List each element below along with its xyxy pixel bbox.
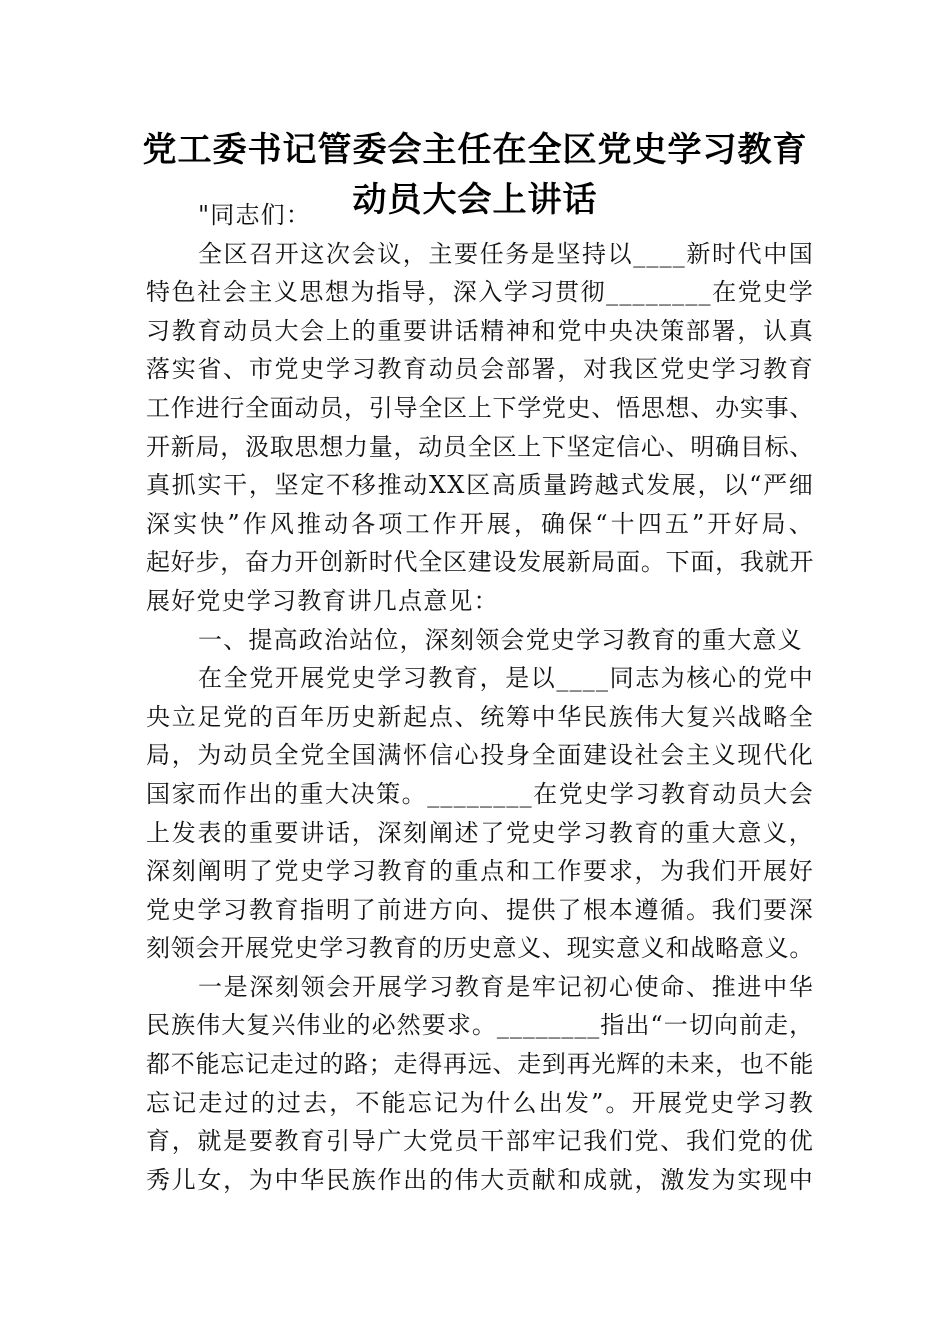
paragraph-line: 开新局，汲取思想力量，动员全区上下坚定信心、明确目标、 [146, 432, 814, 461]
paragraph-line: 特色社会主义思想为指导，深入学习贯彻________在党史学 [146, 278, 814, 307]
paragraph-line: 党史学习教育指明了前进方向、提供了根本遵循。我们要深 [146, 895, 814, 924]
salutation: "同志们： [198, 201, 312, 229]
section-heading: 一、提高政治站位，深刻领会党史学习教育的重大意义 [198, 625, 803, 654]
paragraph-line: 深实快”作风推动各项工作开展，确保“十四五”开好局、 [146, 509, 814, 538]
document-body [146, 196, 814, 1199]
paragraph-line: 习教育动员大会上的重要讲话精神和党中央决策部署，认真 [146, 316, 814, 345]
paragraph-line: 全区召开这次会议，主要任务是坚持以____新时代中国 [198, 239, 814, 268]
paragraph-line: 国家而作出的重大决策。________在党史学习教育动员大会 [146, 779, 814, 808]
paragraph-line: 起好步，奋力开创新时代全区建设发展新局面。下面，我就开 [146, 548, 814, 577]
paragraph-line: 真抓实干，坚定不移推动XX区高质量跨越式发展，以“严细 [146, 471, 814, 500]
paragraph-line: 工作进行全面动员，引导全区上下学党史、悟思想、办实事、 [146, 393, 814, 422]
paragraph-line: 上发表的重要讲话，深刻阐述了党史学习教育的重大意义， [146, 818, 814, 847]
paragraph-line: 刻领会开展党史学习教育的历史意义、现实意义和战略意义。 [146, 934, 814, 963]
paragraph-line: 一是深刻领会开展学习教育是牢记初心使命、推进中华 [198, 972, 814, 1001]
paragraph-line: 深刻阐明了党史学习教育的重点和工作要求，为我们开展好 [146, 857, 814, 886]
paragraph-line: 秀儿女，为中华民族作出的伟大贡献和成就，激发为实现中 [146, 1165, 814, 1194]
paragraph-line: 育，就是要教育引导广大党员干部牢记我们党、我们党的优 [146, 1127, 814, 1156]
paragraph-line: 在全党开展党史学习教育，是以____同志为核心的党中 [198, 664, 814, 693]
paragraph-line: 央立足党的百年历史新起点、统筹中华民族伟大复兴战略全 [146, 702, 814, 731]
paragraph-line: 落实省、市党史学习教育动员会部署，对我区党史学习教育 [146, 355, 814, 384]
paragraph-line: 都不能忘记走过的路；走得再远、走到再光辉的未来，也不能 [146, 1050, 814, 1079]
document-title-line-2: 动员大会上讲话 [352, 180, 598, 220]
paragraph-line: 忘记走过的过去，不能忘记为什么出发”。开展党史学习教 [146, 1088, 814, 1117]
paragraph-line: 局，为动员全党全国满怀信心投身全面建设社会主义现代化 [146, 741, 814, 770]
document-title-line-1: 党工委书记管委会主任在全区党史学习教育 [142, 130, 808, 170]
paragraph-line: 民族伟大复兴伟业的必然要求。________指出“一切向前走， [146, 1011, 814, 1040]
paragraph-line: 展好党史学习教育讲几点意见： [146, 586, 499, 615]
